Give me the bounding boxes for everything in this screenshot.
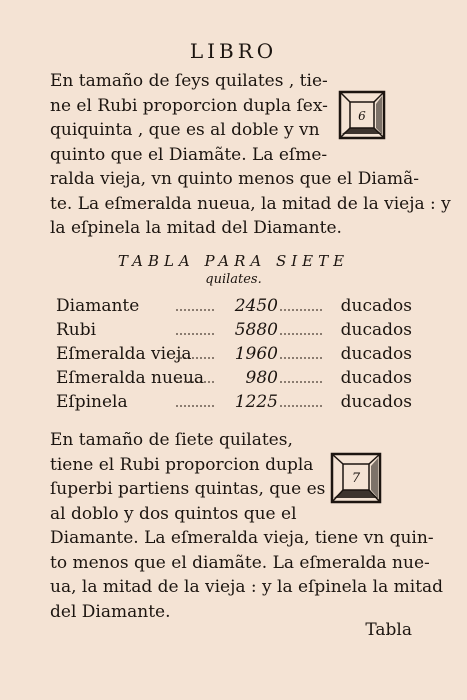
gem-diagram-six	[338, 90, 386, 140]
text-line: ralda vieja, vn quinto menos que el Diamã-	[50, 169, 419, 189]
text-line: te. La eſmeralda nueua, la mitad de la vieja : y	[50, 193, 451, 214]
text-line: En tamaño de ſiete quilates,	[50, 430, 293, 450]
gem-diagram-seven	[330, 452, 382, 504]
gem-price: 2450	[216, 294, 280, 318]
gem-name: Diamante	[56, 296, 140, 316]
text-line: ua, la mitad de la vieja : y la eſpinela la mitad	[50, 577, 444, 597]
table-row	[56, 318, 412, 342]
gem-price: 1225	[216, 390, 280, 414]
table-row	[56, 294, 412, 318]
table-row	[56, 366, 412, 390]
table-subtitle: quilates.	[205, 272, 262, 287]
gem-name: Eſmeralda nueua	[56, 368, 205, 388]
gem-price: 5880	[216, 318, 280, 342]
gem-name: Eſpinela	[56, 392, 128, 412]
currency-unit: ducados	[337, 318, 412, 342]
gem-number: 6	[358, 109, 366, 123]
text-line: Diamante. La eſmeralda vieja, tiene vn quin-	[50, 528, 434, 548]
currency-unit: ducados	[337, 294, 412, 318]
catchword: Tabla	[365, 620, 412, 640]
text-line: tiene el Rubi proporcion dupla	[50, 454, 314, 475]
text-line: la eſpinela la mitad del Diamante.	[50, 218, 342, 238]
text-line: al doblo y dos quintos que el	[50, 503, 297, 524]
text-line: quiquinta , que es al doble y vn	[50, 120, 320, 140]
table-row	[56, 342, 412, 366]
text-line: del Diamante.	[50, 601, 171, 622]
currency-unit: ducados	[337, 390, 412, 414]
text-line: En tamaño de ſeys quilates , tie-	[50, 71, 328, 91]
text-line: ſuperbi partiens quintas, que es	[50, 479, 326, 499]
text-line: ne el Rubi proporcion dupla ſex-	[50, 95, 328, 116]
gem-number: 7	[351, 471, 361, 486]
gem-price: 980	[216, 366, 280, 390]
page-header: LIBRO	[189, 39, 278, 63]
gem-name: Eſmeralda vieja	[56, 344, 192, 364]
text-line: quinto que el Diamãte. La eſme-	[50, 144, 328, 165]
price-table	[56, 294, 412, 414]
gem-name: Rubi	[56, 320, 97, 340]
gem-price: 1960	[216, 342, 280, 366]
currency-unit: ducados	[337, 342, 412, 366]
text-line: to menos que el diamãte. La eſmeralda nue-	[50, 552, 430, 573]
table-title: TABLA PARA SIETE	[117, 252, 350, 270]
currency-unit: ducados	[337, 366, 412, 390]
table-row	[56, 390, 412, 414]
